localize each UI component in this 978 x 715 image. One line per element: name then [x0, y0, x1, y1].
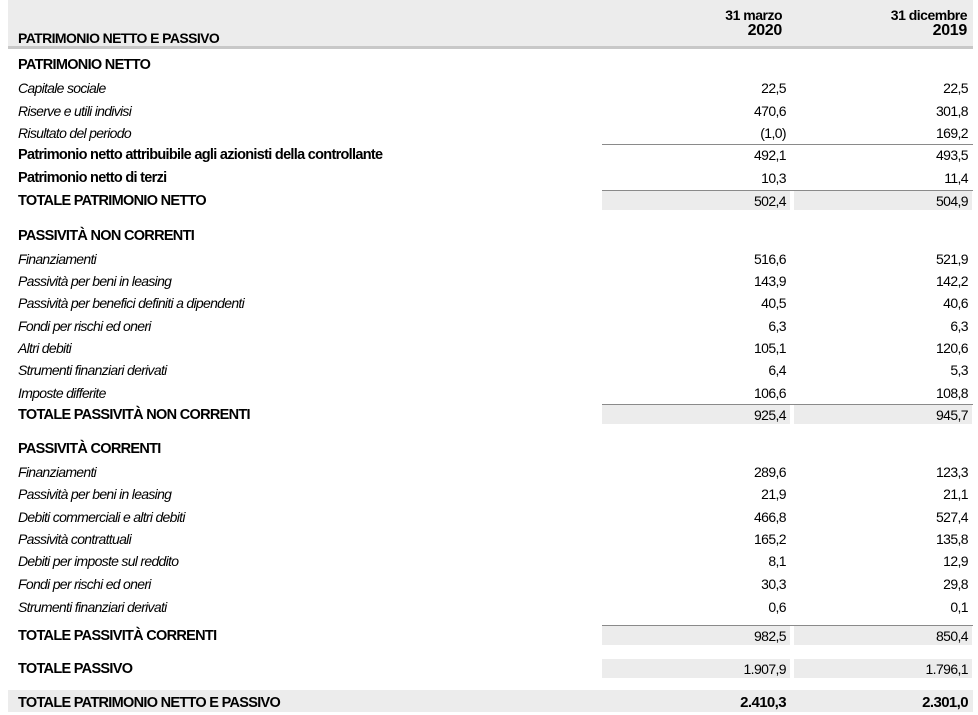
row-label: Finanziamenti	[18, 464, 97, 480]
table-row	[0, 483, 978, 503]
value-2020: 165,2	[753, 531, 786, 547]
table-row	[0, 190, 978, 210]
table-row	[0, 122, 978, 142]
value-2019: 0,1	[950, 599, 968, 615]
table-row	[0, 144, 978, 164]
subtotal-rule	[602, 144, 973, 145]
value-2019: 527,4	[935, 509, 968, 525]
value-2019: 6,3	[950, 318, 968, 334]
value-2020: 466,8	[753, 509, 786, 525]
row-label: Fondi per rischi ed oneri	[18, 576, 151, 592]
table-row	[0, 658, 978, 678]
value-2020: 106,6	[753, 385, 786, 401]
value-2020: 105,1	[753, 340, 786, 356]
table-row	[0, 573, 978, 593]
value-2020: 8,1	[768, 553, 786, 569]
table-row	[0, 596, 978, 616]
value-2020: 2.410,3	[740, 694, 786, 711]
row-label: TOTALE PASSIVITÀ NON CORRENTI	[18, 407, 250, 423]
table-row	[0, 550, 978, 570]
value-2019: 521,9	[935, 251, 968, 267]
table-row	[0, 359, 978, 379]
value-2020: 21,9	[761, 486, 786, 502]
value-2019: 29,8	[943, 576, 968, 592]
value-2019: 12,9	[943, 553, 968, 569]
table-row	[0, 315, 978, 335]
row-label: TOTALE PATRIMONIO NETTO E PASSIVO	[18, 695, 281, 711]
value-2019: 2.301,0	[922, 694, 968, 711]
row-label: Debiti commerciali e altri debiti	[18, 509, 185, 525]
value-2019: 22,5	[943, 80, 968, 96]
subtotal-rule	[602, 404, 973, 405]
table-row	[0, 54, 978, 74]
table-row	[0, 77, 978, 97]
row-label: Passività per beni in leasing	[18, 486, 172, 502]
value-2020: 289,6	[753, 464, 786, 480]
value-2019: 120,6	[935, 340, 968, 356]
value-2020: 0,6	[768, 599, 786, 615]
row-label: Passività contrattuali	[18, 531, 131, 547]
column-header-year: 2020	[747, 22, 782, 39]
value-2020: 6,3	[768, 318, 786, 334]
table-row	[0, 438, 978, 458]
value-2020: 470,6	[753, 103, 786, 119]
table-row	[0, 292, 978, 312]
row-label: TOTALE PATRIMONIO NETTO	[18, 193, 206, 209]
row-label: Strumenti finanziari derivati	[18, 362, 167, 378]
table-title: PATRIMONIO NETTO E PASSIVO	[18, 30, 220, 46]
value-2019: 135,8	[935, 531, 968, 547]
table-row	[0, 167, 978, 187]
table-row	[0, 225, 978, 245]
value-2020: 143,9	[753, 273, 786, 289]
table-row	[0, 270, 978, 290]
value-2019: 108,8	[935, 385, 968, 401]
row-label: Strumenti finanziari derivati	[18, 599, 167, 615]
column-header-2020	[725, 8, 782, 38]
table-row	[0, 690, 978, 712]
value-2019: 301,8	[935, 103, 968, 119]
value-2019: 5,3	[950, 362, 968, 378]
value-2020: 6,4	[768, 362, 786, 378]
row-label: Debiti per imposte sul reddito	[18, 553, 179, 569]
value-2019: 945,7	[935, 407, 968, 423]
row-label: Finanziamenti	[18, 251, 97, 267]
table-row	[0, 404, 978, 424]
value-2019: 11,4	[944, 170, 968, 186]
row-label: Patrimonio netto di terzi	[18, 170, 167, 186]
row-label: TOTALE PASSIVITÀ CORRENTI	[18, 628, 217, 644]
subtotal-rule	[602, 625, 973, 626]
column-header-date: 31 dicembre	[890, 7, 967, 23]
table-header	[8, 0, 973, 46]
table-row	[0, 506, 978, 526]
table-row	[0, 248, 978, 268]
row-label: Riserve e utili indivisi	[18, 103, 132, 119]
value-2020: 1.907,9	[743, 661, 786, 677]
row-label: Passività per beni in leasing	[18, 273, 172, 289]
table-row	[0, 461, 978, 481]
column-header-2019	[891, 8, 967, 38]
row-label: PASSIVITÀ NON CORRENTI	[18, 228, 195, 244]
subtotal-rule	[602, 190, 973, 191]
value-2019: 21,1	[943, 486, 968, 502]
table-row	[0, 625, 978, 645]
value-2020: 30,3	[761, 576, 786, 592]
value-2019: 504,9	[935, 193, 968, 209]
row-label: TOTALE PASSIVO	[18, 661, 133, 677]
row-label: PATRIMONIO NETTO	[18, 57, 151, 73]
value-2019: 40,6	[943, 295, 968, 311]
value-2019: 123,3	[935, 464, 968, 480]
row-label: Imposte differite	[18, 385, 106, 401]
row-label: Passività per benefici definiti a dipendenti	[18, 295, 245, 311]
value-2020: 516,6	[753, 251, 786, 267]
header-divider	[8, 46, 973, 49]
value-2020: 492,1	[753, 147, 786, 163]
row-label: Capitale sociale	[18, 80, 106, 96]
table-row	[0, 382, 978, 402]
row-label: Fondi per rischi ed oneri	[18, 318, 151, 334]
value-2019: 493,5	[935, 147, 968, 163]
table-row	[0, 100, 978, 120]
column-header-year: 2019	[932, 22, 967, 39]
table-row	[0, 528, 978, 548]
value-2020: 10,3	[761, 170, 786, 186]
value-2019: 1.796,1	[925, 661, 968, 677]
value-2020: 925,4	[753, 407, 786, 423]
value-2020: 40,5	[761, 295, 786, 311]
row-label: Risultato del periodo	[18, 125, 131, 141]
value-2019: 142,2	[935, 273, 968, 289]
row-label: PASSIVITÀ CORRENTI	[18, 441, 161, 457]
value-2020: 502,4	[753, 193, 786, 209]
table-row	[0, 337, 978, 357]
column-header-date: 31 marzo	[725, 7, 782, 23]
row-label: Altri debiti	[18, 340, 72, 356]
row-label: Patrimonio netto attribuibile agli azionisti della controllante	[18, 147, 383, 163]
value-2020: 22,5	[761, 80, 786, 96]
value-2020: (1,0)	[760, 125, 786, 141]
value-2019: 169,2	[935, 125, 968, 141]
value-2019: 850,4	[935, 628, 968, 644]
value-2020: 982,5	[753, 628, 786, 644]
